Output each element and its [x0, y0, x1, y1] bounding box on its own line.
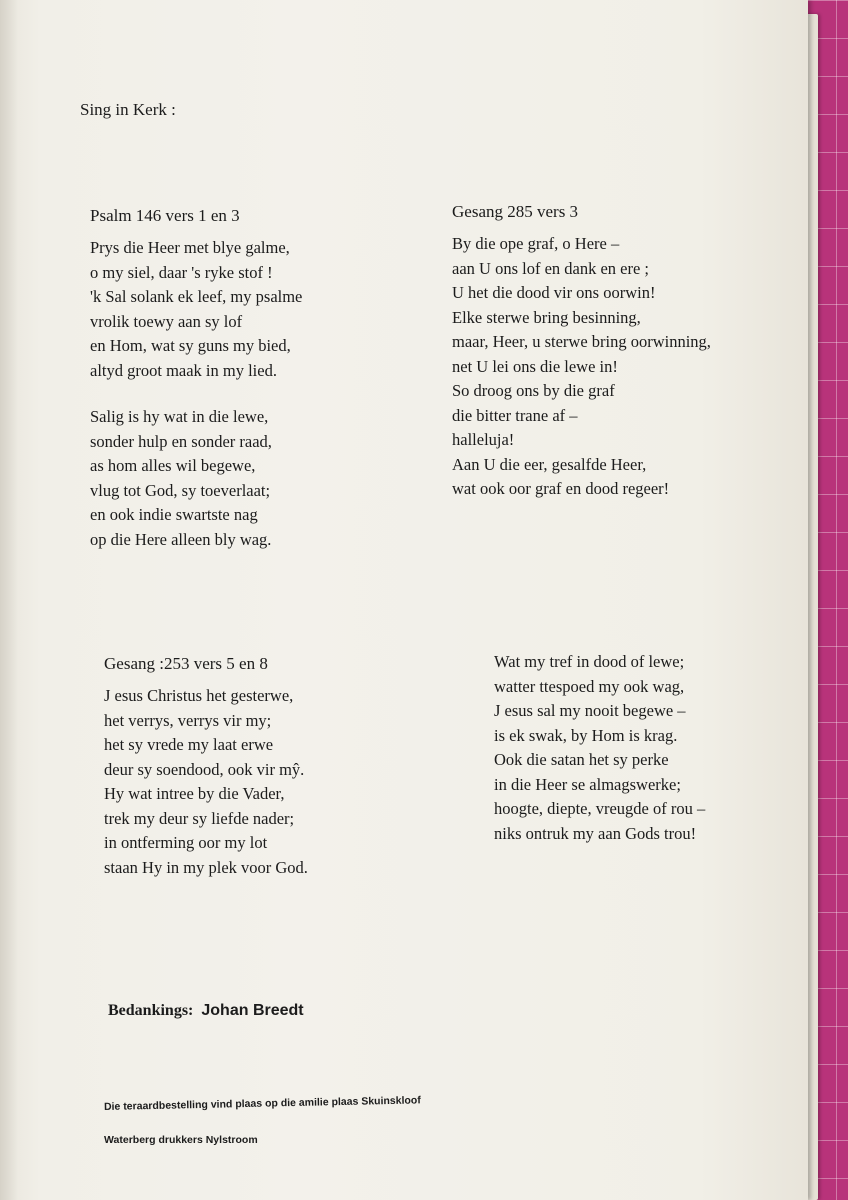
verse-line: Hy wat intree by die Vader,	[104, 784, 285, 803]
verse-line: watter ttespoed my ook wag,	[494, 676, 685, 696]
verse-line: deur sy soendood, ook vir mŷ.	[104, 759, 305, 779]
stanza	[494, 650, 705, 846]
verse-line: en Hom, wat sy guns my bied,	[90, 336, 291, 355]
verse-line: in die Heer se almagswerke;	[494, 774, 681, 794]
verse-line: net U lei ons die lewe in!	[452, 356, 618, 376]
burial-notice: Die teraardbestelling vind plaas op die amilie plaas Skuinskloof	[103, 1094, 421, 1113]
verse-line: niks ontruk my aan Gods trou!	[494, 823, 697, 843]
verse-line: en ook indie swartste nag	[90, 505, 258, 524]
verse-line: Wat my tref in dood of lewe;	[494, 652, 685, 671]
verse-line: J esus Christus het gesterwe,	[104, 686, 294, 705]
verse-line: 'k Sal solank ek leef, my psalme	[90, 287, 303, 306]
verse-line: o my siel, daar 's ryke stof !	[90, 262, 273, 282]
verse-line: maar, Heer, u sterwe bring oorwinning,	[452, 332, 711, 351]
verse-line: altyd groot maak in my lied.	[90, 360, 277, 380]
verse-line: halleluja!	[452, 430, 515, 449]
section-heading: Sing in Kerk :	[80, 100, 176, 119]
verse-line: staan Hy in my plek voor God.	[104, 857, 308, 877]
verse-line: U het die dood vir ons oorwin!	[452, 283, 656, 302]
hymn-title: Psalm 146 vers 1 en 3	[90, 206, 240, 225]
verse-line: hoogte, diepte, vreugde of rou –	[494, 799, 706, 818]
hymn-block-gesang-285	[452, 202, 711, 524]
hymn-block-gesang-253-continued	[494, 650, 705, 868]
hymn-block-gesang-253	[104, 654, 308, 902]
verse-line: So droog ons by die graf	[452, 381, 615, 400]
stanza	[90, 236, 302, 383]
verse-line: het sy vrede my laat erwe	[104, 735, 274, 754]
thanks-name: Johan Breedt	[201, 1002, 304, 1019]
hymn-title: Gesang :253 vers 5 en 8	[104, 654, 268, 673]
verse-line: J esus sal my nooit begewe –	[494, 701, 686, 720]
verse-line: is ek swak, by Hom is krag.	[494, 725, 678, 745]
verse-line: Ook die satan het sy perke	[494, 750, 669, 769]
hymn-block-psalm-146	[90, 206, 302, 574]
thanks-label: Bedankings:	[108, 1002, 194, 1019]
stanza	[452, 232, 711, 502]
verse-line: trek my deur sy liefde nader;	[104, 808, 295, 828]
page-fold-shadow	[0, 0, 18, 1200]
printer-credit: Waterberg drukkers Nylstroom	[104, 1134, 258, 1146]
verse-line: die bitter trane af –	[452, 405, 578, 425]
stanza	[90, 405, 302, 552]
stanza	[104, 684, 308, 880]
verse-line: aan U ons lof en dank en ere ;	[452, 258, 650, 278]
thanks-line	[108, 1002, 304, 1020]
verse-line: Salig is hy wat in die lewe,	[90, 407, 269, 426]
verse-line: as hom alles wil begewe,	[90, 456, 256, 475]
verse-line: vrolik toewy aan sy lof	[90, 311, 243, 331]
hymn-title: Gesang 285 vers 3	[452, 202, 579, 221]
verse-line: By die ope graf, o Here –	[452, 234, 620, 253]
verse-line: Elke sterwe bring besinning,	[452, 307, 641, 327]
verse-line: Prys die Heer met blye galme,	[90, 238, 290, 257]
verse-line: wat ook oor graf en dood regeer!	[452, 479, 670, 498]
verse-line: het verrys, verrys vir my;	[104, 710, 272, 730]
verse-line: op die Here alleen bly wag.	[90, 529, 272, 549]
verse-line: vlug tot God, sy toeverlaat;	[90, 480, 271, 500]
verse-line: Aan U die eer, gesalfde Heer,	[452, 454, 647, 474]
verse-line: sonder hulp en sonder raad,	[90, 431, 272, 451]
verse-line: in ontferming oor my lot	[104, 833, 268, 852]
